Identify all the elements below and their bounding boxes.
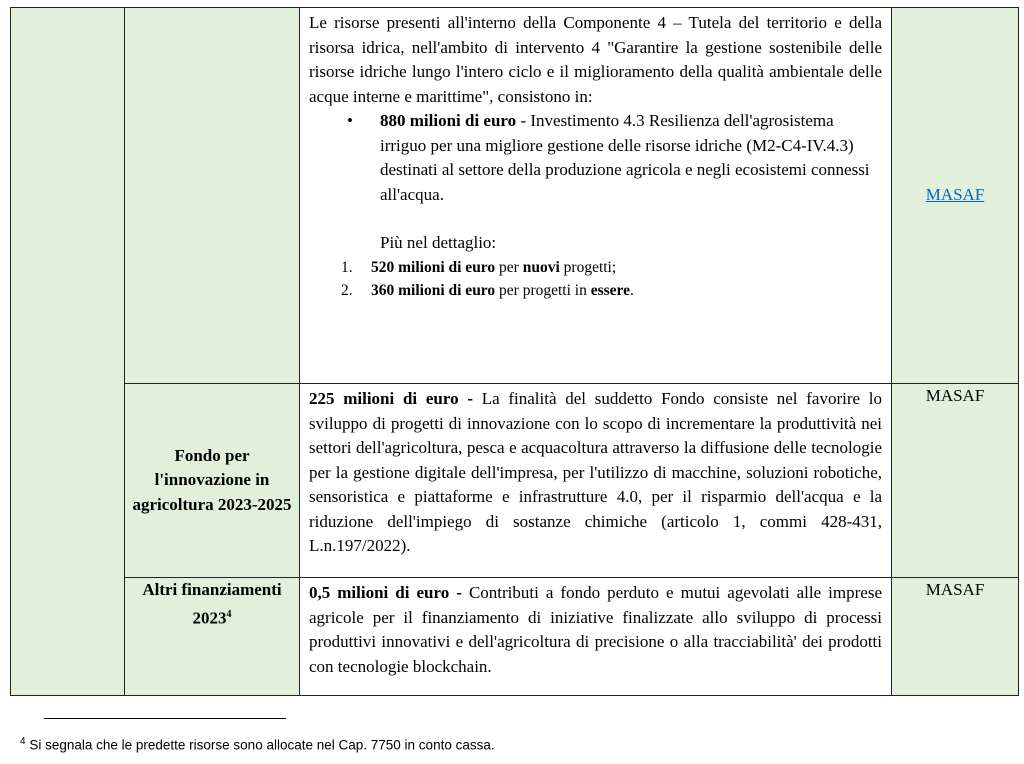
amount: 0,5 milioni di euro -: [309, 583, 462, 602]
list-item: [309, 109, 882, 207]
component-intro: Le risorse presenti all'interno della Componente 4 – Tutela del territorio e della risorsa idrica, nell'ambito di intervento 4 "Garantire la gestione sostenibile delle risorse idriche lungo l'intero ciclo e il miglioramento della qualità ambientale delle acque interne e marittime", consistono in:: [309, 13, 882, 106]
description-cell: [300, 8, 892, 384]
footnote-number: 4: [20, 736, 26, 747]
description-cell: [300, 578, 892, 696]
amount: 880 milioni di euro: [380, 111, 517, 130]
table-row: [11, 578, 1019, 696]
footnote-text: Si segnala che le predette risorse sono allocate nel Cap. 7750 in conto cassa.: [25, 737, 495, 753]
list-item: [309, 279, 882, 302]
measure-name-cell: [125, 8, 300, 384]
table-row: [11, 384, 1019, 578]
item-text: .: [630, 281, 634, 299]
footnote: [20, 733, 495, 755]
investment-text: - Investimento 4.3 Resilienza dell'agrosistema irriguo per una migliore gestione delle risorse idriche (M2-C4-IV.4.3) destinati al settore della produzione agricola e negli ecosistemi connessi all'acqua.: [380, 111, 870, 204]
masaf-link[interactable]: MASAF: [925, 185, 985, 205]
amount: 520 milioni di euro: [371, 258, 496, 276]
item-emphasis: essere: [590, 281, 631, 299]
table-row: [11, 8, 1019, 384]
item-number: 2.: [341, 281, 353, 299]
authority-label: MASAF: [892, 384, 1019, 578]
description-cell: [300, 384, 892, 578]
measure-name: Altri finanziamenti 2023: [142, 580, 282, 628]
item-text: per progetti in: [495, 281, 591, 299]
item-number: 1.: [341, 258, 353, 276]
description-text: Contributi a fondo perduto e mutui agevolati alle imprese agricole per il finanziamento di iniziative finalizzate allo sviluppo di processi produttivi innovativi e dell'agricoltura di precisione o alla tracciabilità' dei prodotti con tecnologie blockchain.: [309, 583, 882, 676]
measure-name: Fondo per l'innovazione in agricoltura 2023-2025: [125, 384, 300, 578]
detail-list: [309, 256, 882, 302]
item-emphasis: nuovi: [522, 258, 560, 276]
detail-heading: Più nel dettaglio:: [380, 233, 497, 252]
footnote-separator: [44, 718, 286, 719]
measure-name-cell: [125, 578, 300, 696]
amount: 225 milioni di euro -: [309, 389, 473, 408]
amount: 360 milioni di euro: [371, 281, 496, 299]
footnote-ref[interactable]: 4: [226, 608, 232, 620]
list-item: [309, 256, 882, 279]
item-text: progetti;: [559, 258, 617, 276]
item-text: per: [495, 258, 523, 276]
investment-list: [309, 109, 882, 207]
authority-cell: [892, 8, 1019, 384]
funding-table: [10, 7, 1019, 696]
authority-label: MASAF: [892, 578, 1019, 696]
bullet-icon: •: [347, 111, 353, 130]
description-text: La finalità del suddetto Fondo consiste nel favorire lo sviluppo di progetti di innovazione con lo scopo di incrementare la produttività nei settori dell'agricoltura, pesca e acquacoltura attraverso la diffusione delle tecnologie per la gestione digitale dell'impresa, per l'utilizzo di macchine, soluzioni robotiche, sensoristica e piattaforme e infrastrutture 4.0, per il risparmio dell'acqua e la riduzione dell'impiego di sostanze chimiche (articolo 1, commi 428-431, L.n.197/2022).: [309, 389, 882, 555]
group-cell: [11, 8, 125, 696]
